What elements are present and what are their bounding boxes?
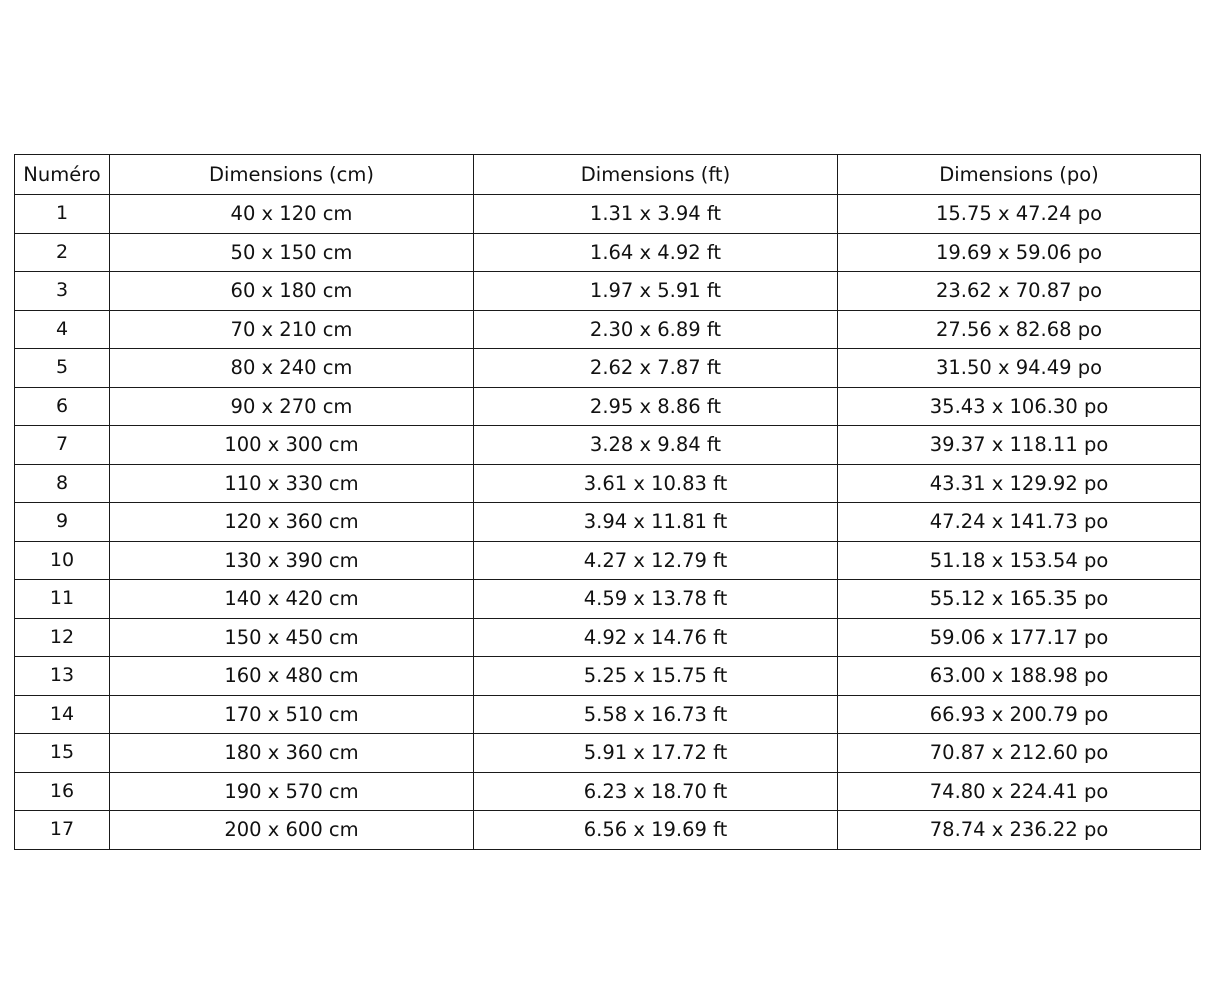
cell-dimensions-ft: 5.91 x 17.72 ft <box>474 734 838 773</box>
cell-dimensions-ft: 3.94 x 11.81 ft <box>474 503 838 542</box>
cell-dimensions-cm: 180 x 360 cm <box>110 734 474 773</box>
cell-dimensions-po: 43.31 x 129.92 po <box>838 464 1201 503</box>
cell-numero: 17 <box>15 811 110 850</box>
cell-dimensions-po: 78.74 x 236.22 po <box>838 811 1201 850</box>
column-header-dimensions-cm: Dimensions (cm) <box>110 155 474 195</box>
table-header <box>15 155 1201 195</box>
table-row <box>15 426 1201 465</box>
cell-dimensions-cm: 190 x 570 cm <box>110 772 474 811</box>
cell-dimensions-po: 51.18 x 153.54 po <box>838 541 1201 580</box>
cell-dimensions-cm: 70 x 210 cm <box>110 310 474 349</box>
table-header-row <box>15 155 1201 195</box>
cell-dimensions-ft: 1.97 x 5.91 ft <box>474 272 838 311</box>
cell-dimensions-po: 66.93 x 200.79 po <box>838 695 1201 734</box>
cell-dimensions-ft: 5.25 x 15.75 ft <box>474 657 838 696</box>
cell-numero: 3 <box>15 272 110 311</box>
cell-numero: 9 <box>15 503 110 542</box>
cell-dimensions-cm: 140 x 420 cm <box>110 580 474 619</box>
cell-dimensions-ft: 2.95 x 8.86 ft <box>474 387 838 426</box>
cell-dimensions-cm: 80 x 240 cm <box>110 349 474 388</box>
column-header-dimensions-ft: Dimensions (ft) <box>474 155 838 195</box>
cell-dimensions-cm: 160 x 480 cm <box>110 657 474 696</box>
table-row <box>15 618 1201 657</box>
cell-dimensions-po: 55.12 x 165.35 po <box>838 580 1201 619</box>
table-row <box>15 310 1201 349</box>
cell-dimensions-po: 74.80 x 224.41 po <box>838 772 1201 811</box>
cell-dimensions-po: 23.62 x 70.87 po <box>838 272 1201 311</box>
cell-dimensions-ft: 3.61 x 10.83 ft <box>474 464 838 503</box>
cell-dimensions-ft: 2.30 x 6.89 ft <box>474 310 838 349</box>
cell-numero: 16 <box>15 772 110 811</box>
table-row <box>15 464 1201 503</box>
cell-numero: 13 <box>15 657 110 696</box>
cell-dimensions-cm: 200 x 600 cm <box>110 811 474 850</box>
cell-dimensions-po: 39.37 x 118.11 po <box>838 426 1201 465</box>
cell-dimensions-ft: 3.28 x 9.84 ft <box>474 426 838 465</box>
cell-dimensions-po: 19.69 x 59.06 po <box>838 233 1201 272</box>
table-row <box>15 233 1201 272</box>
table-row <box>15 349 1201 388</box>
cell-dimensions-ft: 4.27 x 12.79 ft <box>474 541 838 580</box>
table-row <box>15 772 1201 811</box>
cell-numero: 4 <box>15 310 110 349</box>
cell-dimensions-cm: 60 x 180 cm <box>110 272 474 311</box>
cell-dimensions-po: 31.50 x 94.49 po <box>838 349 1201 388</box>
cell-dimensions-po: 27.56 x 82.68 po <box>838 310 1201 349</box>
cell-dimensions-ft: 4.59 x 13.78 ft <box>474 580 838 619</box>
cell-dimensions-cm: 100 x 300 cm <box>110 426 474 465</box>
cell-dimensions-cm: 40 x 120 cm <box>110 195 474 234</box>
table-body <box>15 195 1201 850</box>
cell-numero: 11 <box>15 580 110 619</box>
table-row <box>15 387 1201 426</box>
table-row <box>15 580 1201 619</box>
cell-dimensions-po: 35.43 x 106.30 po <box>838 387 1201 426</box>
cell-numero: 8 <box>15 464 110 503</box>
cell-dimensions-po: 15.75 x 47.24 po <box>838 195 1201 234</box>
table-row <box>15 541 1201 580</box>
cell-dimensions-cm: 110 x 330 cm <box>110 464 474 503</box>
cell-numero: 6 <box>15 387 110 426</box>
table-row <box>15 503 1201 542</box>
table-row <box>15 195 1201 234</box>
cell-numero: 5 <box>15 349 110 388</box>
cell-dimensions-cm: 50 x 150 cm <box>110 233 474 272</box>
cell-numero: 7 <box>15 426 110 465</box>
column-header-numero: Numéro <box>15 155 110 195</box>
cell-numero: 10 <box>15 541 110 580</box>
cell-dimensions-cm: 150 x 450 cm <box>110 618 474 657</box>
cell-dimensions-cm: 170 x 510 cm <box>110 695 474 734</box>
table-row <box>15 695 1201 734</box>
cell-dimensions-ft: 5.58 x 16.73 ft <box>474 695 838 734</box>
cell-dimensions-po: 59.06 x 177.17 po <box>838 618 1201 657</box>
cell-numero: 14 <box>15 695 110 734</box>
cell-numero: 2 <box>15 233 110 272</box>
cell-dimensions-po: 63.00 x 188.98 po <box>838 657 1201 696</box>
table-row <box>15 811 1201 850</box>
cell-numero: 1 <box>15 195 110 234</box>
cell-dimensions-po: 70.87 x 212.60 po <box>838 734 1201 773</box>
cell-dimensions-ft: 1.64 x 4.92 ft <box>474 233 838 272</box>
table-row <box>15 657 1201 696</box>
dimensions-table-container <box>14 154 1200 850</box>
table-row <box>15 272 1201 311</box>
cell-dimensions-cm: 90 x 270 cm <box>110 387 474 426</box>
dimensions-table <box>14 154 1201 850</box>
cell-dimensions-ft: 6.56 x 19.69 ft <box>474 811 838 850</box>
cell-numero: 15 <box>15 734 110 773</box>
column-header-dimensions-po: Dimensions (po) <box>838 155 1201 195</box>
cell-dimensions-po: 47.24 x 141.73 po <box>838 503 1201 542</box>
cell-dimensions-ft: 4.92 x 14.76 ft <box>474 618 838 657</box>
cell-dimensions-cm: 120 x 360 cm <box>110 503 474 542</box>
table-row <box>15 734 1201 773</box>
cell-dimensions-ft: 1.31 x 3.94 ft <box>474 195 838 234</box>
cell-dimensions-ft: 2.62 x 7.87 ft <box>474 349 838 388</box>
cell-dimensions-ft: 6.23 x 18.70 ft <box>474 772 838 811</box>
cell-dimensions-cm: 130 x 390 cm <box>110 541 474 580</box>
cell-numero: 12 <box>15 618 110 657</box>
